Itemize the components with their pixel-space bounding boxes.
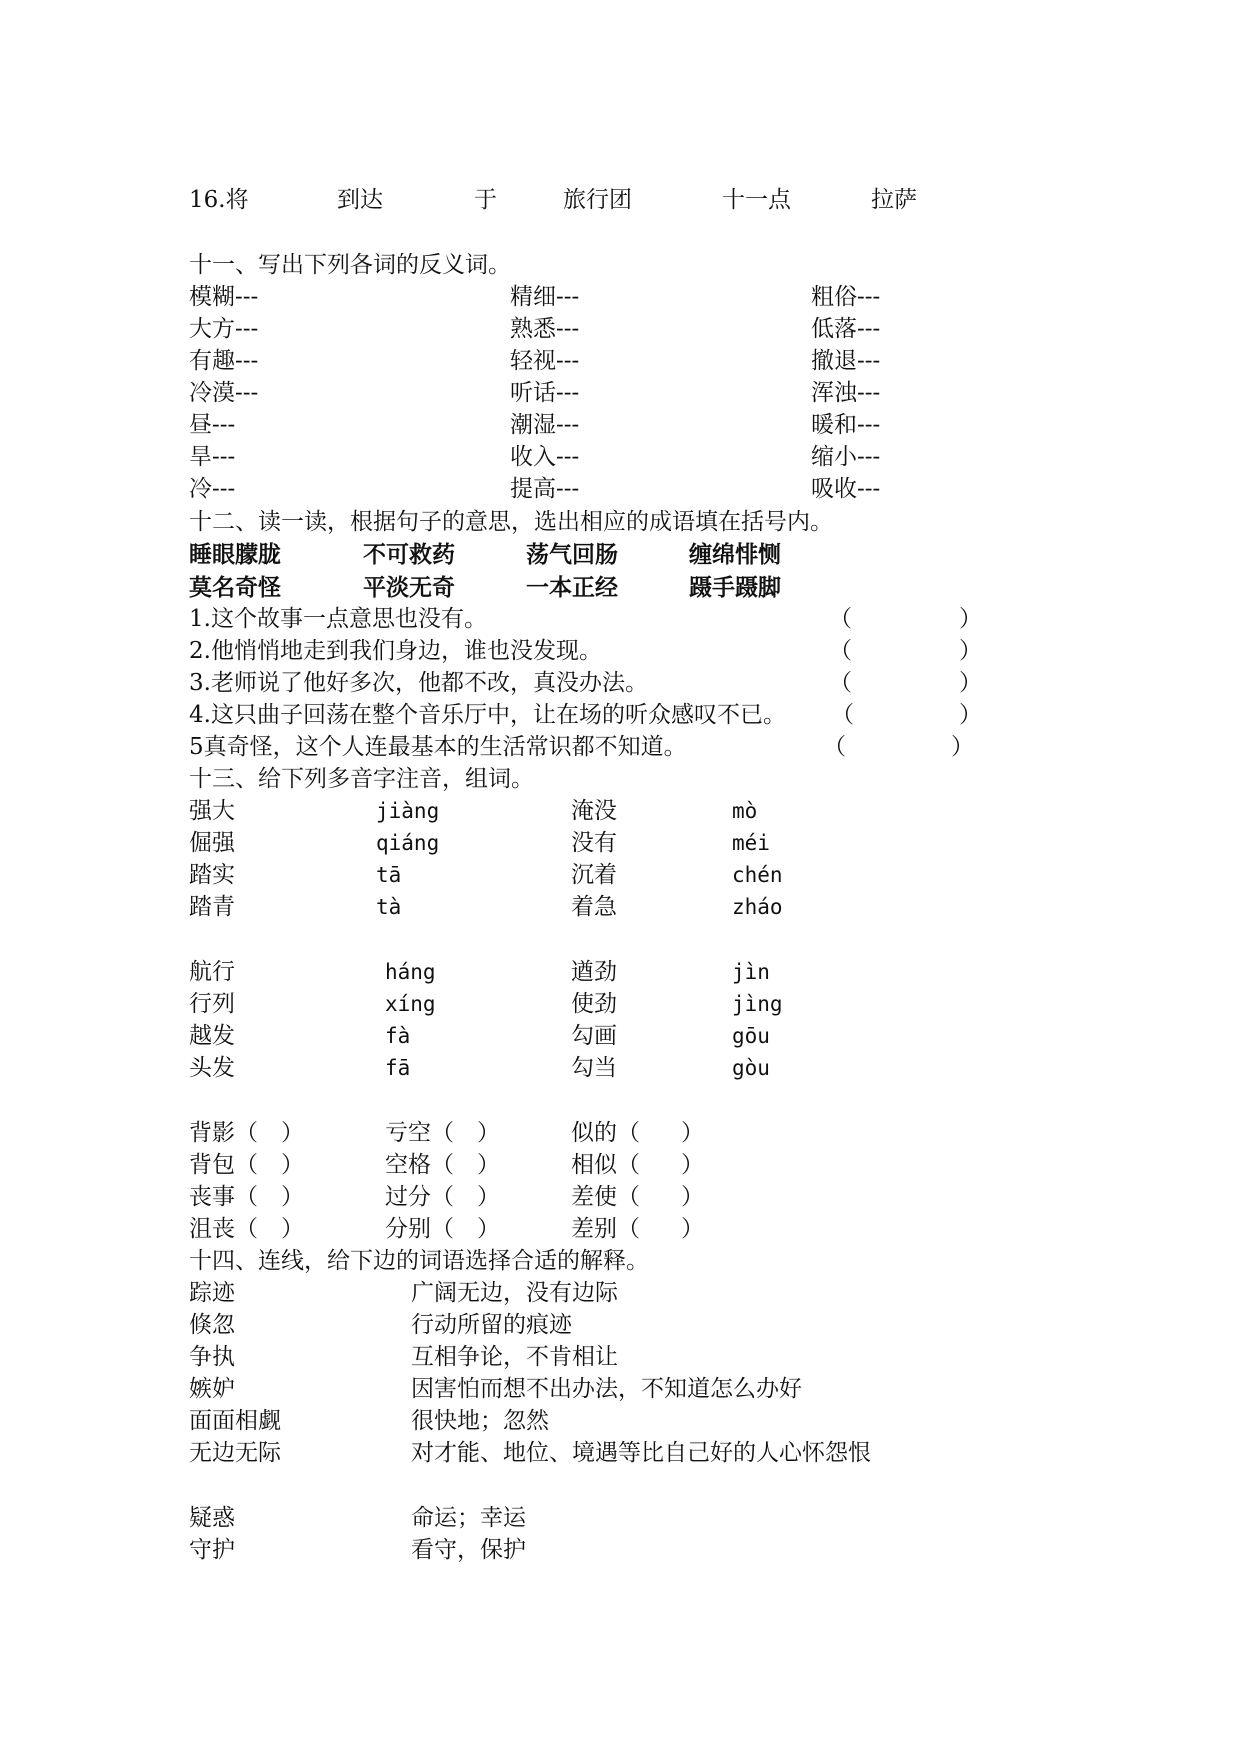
- answer-paren-open: （: [829, 606, 852, 632]
- word: 沉着: [571, 862, 617, 888]
- blank-close: ）: [281, 1120, 304, 1146]
- word-with-blank: 亏空（: [385, 1120, 454, 1146]
- answer-paren-close: ）: [959, 702, 982, 728]
- sentence-text: 5真奇怪，这个人连最基本的生活常识都不知道。: [189, 734, 687, 760]
- blank-close: ）: [281, 1184, 304, 1210]
- word: 着急: [571, 894, 617, 920]
- sentence-text: 3.老师说了他好多次，他都不改，真没办法。: [189, 670, 648, 696]
- antonym-item: 缩小---: [811, 444, 881, 470]
- answer-paren-close: ）: [951, 734, 974, 760]
- word-with-blank: 差别（: [571, 1216, 640, 1242]
- antonym-item: 浑浊---: [811, 380, 881, 406]
- word-with-blank: 沮丧（: [189, 1216, 258, 1242]
- word: 淹没: [571, 798, 617, 824]
- answer-paren-close: ）: [959, 606, 982, 632]
- match-definition: 看守，保护: [411, 1537, 526, 1563]
- idiom-option: 荡气回肠: [526, 542, 618, 568]
- antonym-item: 低落---: [811, 316, 881, 342]
- match-term: 疑惑: [189, 1505, 235, 1531]
- antonym-item: 轻视---: [510, 348, 580, 374]
- antonym-item: 收入---: [510, 444, 580, 470]
- match-term: 争执: [189, 1344, 235, 1370]
- match-term: 面面相觑: [189, 1408, 281, 1434]
- match-definition: 行动所留的痕迹: [411, 1312, 572, 1338]
- antonym-item: 精细---: [510, 284, 580, 310]
- answer-paren-close: ）: [959, 638, 982, 664]
- word: 踏青: [189, 894, 235, 920]
- match-definition: 因害怕而想不出办法，不知道怎么办好: [411, 1376, 802, 1402]
- match-definition: 互相争论，不肯相让: [411, 1344, 618, 1370]
- pinyin: jiàng: [376, 799, 440, 823]
- match-definition: 广阔无边，没有边际: [411, 1280, 618, 1306]
- pinyin: fà: [385, 1024, 411, 1048]
- word: 越发: [189, 1023, 235, 1049]
- pinyin: jìn: [732, 960, 770, 984]
- blank-close: ）: [681, 1184, 704, 1210]
- pinyin: fā: [385, 1056, 411, 1080]
- sec13-title: 十三、给下列多音字注音，组词。: [189, 766, 534, 792]
- match-definition: 很快地；忽然: [411, 1408, 549, 1434]
- word: 使劲: [571, 991, 617, 1017]
- blank-close: ）: [681, 1216, 704, 1242]
- match-term: 守护: [189, 1537, 235, 1563]
- pinyin: háng: [385, 960, 436, 984]
- pinyin: gòu: [732, 1056, 770, 1080]
- blank-close: ）: [477, 1152, 500, 1178]
- antonym-item: 潮湿---: [510, 412, 580, 438]
- pinyin: méi: [732, 831, 770, 855]
- word: 行列: [189, 991, 235, 1017]
- blank-close: ）: [681, 1152, 704, 1178]
- antonym-item: 有趣---: [189, 348, 259, 374]
- word: 头发: [189, 1055, 235, 1081]
- sentence-text: 4.这只曲子回荡在整个音乐厅中，让在场的听众感叹不已。: [189, 702, 786, 728]
- sentence-text: 1.这个故事一点意思也没有。: [189, 606, 487, 632]
- q16-word: 十一点: [722, 187, 791, 213]
- antonym-item: 熟悉---: [510, 316, 580, 342]
- word-with-blank: 背包（: [189, 1152, 258, 1178]
- match-term: 踪迹: [189, 1280, 235, 1306]
- pinyin: jìng: [732, 992, 783, 1016]
- word-with-blank: 空格（: [385, 1152, 454, 1178]
- antonym-item: 旱---: [189, 444, 236, 470]
- antonym-item: 昼---: [189, 412, 236, 438]
- match-term: 无边无际: [189, 1440, 281, 1466]
- sentence-text: 2.他悄悄地走到我们身边，谁也没发现。: [189, 638, 602, 664]
- blank-close: ）: [281, 1216, 304, 1242]
- antonym-item: 撤退---: [811, 348, 881, 374]
- q16-word: 16.将: [189, 187, 249, 213]
- word-with-blank: 背影（: [189, 1120, 258, 1146]
- word: 没有: [571, 830, 617, 856]
- word: 强大: [189, 798, 235, 824]
- idiom-option: 一本正经: [526, 575, 618, 601]
- sec12-title: 十二、读一读，根据句子的意思，选出相应的成语填在括号内。: [189, 509, 833, 535]
- pinyin: gōu: [732, 1024, 770, 1048]
- antonym-item: 冷漠---: [189, 380, 259, 406]
- word-with-blank: 似的（: [571, 1120, 640, 1146]
- pinyin: tà: [376, 895, 402, 919]
- q16-word: 拉萨: [871, 187, 917, 213]
- word-with-blank: 相似（: [571, 1152, 640, 1178]
- sec11-title: 十一、写出下列各词的反义词。: [189, 252, 511, 278]
- blank-close: ）: [477, 1216, 500, 1242]
- idiom-option: 蹑手蹑脚: [689, 575, 781, 601]
- word-with-blank: 差使（: [571, 1184, 640, 1210]
- word-with-blank: 分别（: [385, 1216, 454, 1242]
- antonym-item: 提高---: [510, 476, 580, 502]
- blank-close: ）: [681, 1120, 704, 1146]
- pinyin: tā: [376, 863, 402, 887]
- antonym-item: 吸收---: [811, 476, 881, 502]
- antonym-item: 大方---: [189, 316, 259, 342]
- antonym-item: 模糊---: [189, 284, 259, 310]
- antonym-item: 暖和---: [811, 412, 881, 438]
- word: 勾当: [571, 1055, 617, 1081]
- idiom-option: 不可救药: [363, 542, 455, 568]
- idiom-option: 缠绵悱恻: [689, 542, 781, 568]
- q16-word: 旅行团: [563, 187, 632, 213]
- sec14-title: 十四、连线，给下边的词语选择合适的解释。: [189, 1248, 649, 1274]
- match-term: 嫉妒: [189, 1376, 235, 1402]
- pinyin: zháo: [732, 895, 783, 919]
- answer-paren-open: （: [823, 734, 846, 760]
- word-with-blank: 过分（: [385, 1184, 454, 1210]
- answer-paren-open: （: [829, 638, 852, 664]
- answer-paren-close: ）: [959, 670, 982, 696]
- match-definition: 命运；幸运: [411, 1505, 526, 1531]
- blank-close: ）: [477, 1120, 500, 1146]
- antonym-item: 冷---: [189, 476, 236, 502]
- q16-word: 到达: [337, 187, 383, 213]
- word: 航行: [189, 959, 235, 985]
- word: 踏实: [189, 862, 235, 888]
- pinyin: xíng: [385, 992, 436, 1016]
- antonym-item: 粗俗---: [811, 284, 881, 310]
- q16-word: 于: [474, 187, 497, 213]
- blank-close: ）: [477, 1184, 500, 1210]
- answer-paren-open: （: [829, 670, 852, 696]
- pinyin: mò: [732, 799, 758, 823]
- word-with-blank: 丧事（: [189, 1184, 258, 1210]
- answer-paren-open: （: [831, 702, 854, 728]
- idiom-option: 莫名奇怪: [189, 575, 281, 601]
- match-term: 倏忽: [189, 1312, 235, 1338]
- match-definition: 对才能、地位、境遇等比自己好的人心怀怨恨: [411, 1440, 871, 1466]
- blank-close: ）: [281, 1152, 304, 1178]
- word: 勾画: [571, 1023, 617, 1049]
- pinyin: qiáng: [376, 831, 440, 855]
- pinyin: chén: [732, 863, 783, 887]
- idiom-option: 睡眼朦胧: [189, 542, 281, 568]
- idiom-option: 平淡无奇: [363, 575, 455, 601]
- word: 遒劲: [571, 959, 617, 985]
- antonym-item: 听话---: [510, 380, 580, 406]
- word: 倔强: [189, 830, 235, 856]
